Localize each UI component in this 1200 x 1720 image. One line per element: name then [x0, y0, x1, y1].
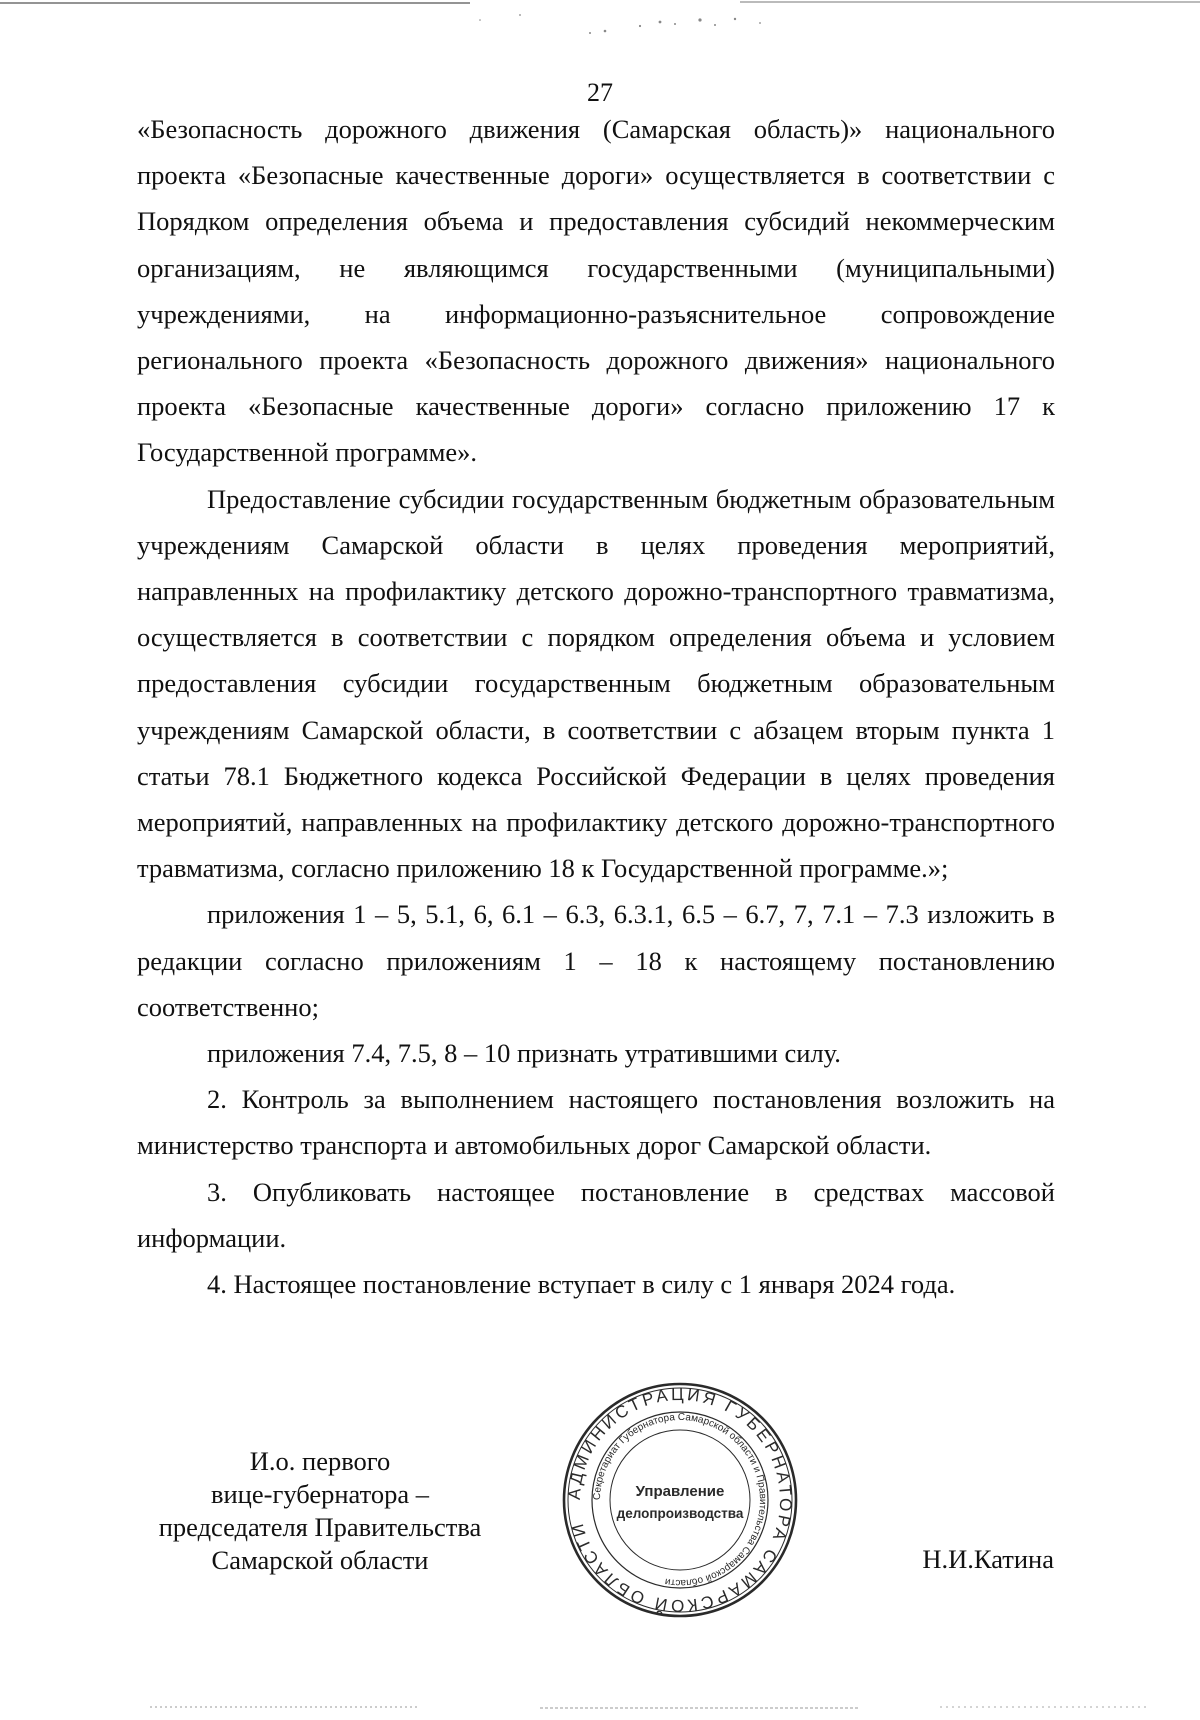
paragraph-6: 3. Опубликовать настоящее постановление в средствах массовой информации.	[137, 1176, 1055, 1253]
scan-noise-top	[0, 0, 1200, 40]
paragraph-5: 2. Контроль за выполнением настоящего постановления возложить на министерство транспорта и автомобильных дорог Самарской области.	[137, 1084, 1055, 1161]
seal-center-line: Управление	[635, 1483, 725, 1500]
seal-center-line: делопроизводства	[616, 1506, 744, 1521]
signatory-title	[130, 1445, 510, 1577]
signatory-title-line: Самарской области	[211, 1545, 429, 1575]
signatory-title-line: И.о. первого	[249, 1446, 391, 1476]
paragraph-7: 4. Настоящее постановление вступает в силу с 1 января 2024 года.	[207, 1269, 956, 1300]
seal-inner-text: Секретариат Губернатора Самарской области и Правительства Самарской области	[591, 1411, 769, 1589]
scan-noise-bottom	[0, 1690, 1200, 1715]
paragraph-4: приложения 7.4, 7.5, 8 – 10 признать утратившими силу.	[207, 1038, 841, 1069]
signatory-title-line: вице-губернатора –	[210, 1479, 429, 1509]
seal-outer-text: АДМИНИСТРАЦИЯ ГУБЕРНАТОРА САМАРСКОЙ ОБЛАСТИ	[564, 1384, 796, 1616]
official-seal	[560, 1380, 800, 1620]
paragraph-1: «Безопасность дорожного движения (Самарская область)» национального проекта «Безопасные качественные дороги» осуществляется в соответствии с Порядком определения объема и предоставления субсидий некоммерческим организациям, не являющимся государственными (муниципальными) учреждениями, на информационно-разъяснительное сопровождение регионального проекта «Безопасность дорожного движения» национального проекта «Безопасные качественные дороги» согласно приложению 17 к Государственной программе».	[137, 114, 1055, 468]
paragraph-2: Предоставление субсидии государственным бюджетным образовательным учреждениям Самарской области в целях проведения мероприятий, направленных на профилактику детского дорожно-транспортного травматизма, осуществляется в соответствии с порядком определения объема и условием предоставления субсидии государственным бюджетным образовательным учреждениям Самарской области, в соответствии с абзацем вторым пункта 1 статьи 78.1 Бюджетного кодекса Российской Федерации в целях проведения мероприятий, направленных на профилактику детского дорожно-транспортного травматизма, согласно приложению 18 к Государственной программе.»;	[137, 483, 1055, 884]
svg-text:Секретариат Губернатора Самарс	[592, 1412, 768, 1588]
document-body	[137, 106, 1055, 1307]
signer-name: Н.И.Катина	[922, 1544, 1054, 1574]
signatory-title-line: председателя Правительства	[158, 1512, 482, 1542]
paragraph-3: приложения 1 – 5, 5.1, 6, 6.1 – 6.3, 6.3.1, 6.5 – 6.7, 7, 7.1 – 7.3 изложить в редакции согласно приложениям 1 – 18 к настоящему постановлению соответственно;	[137, 899, 1055, 1022]
page-number: 27	[587, 78, 613, 107]
